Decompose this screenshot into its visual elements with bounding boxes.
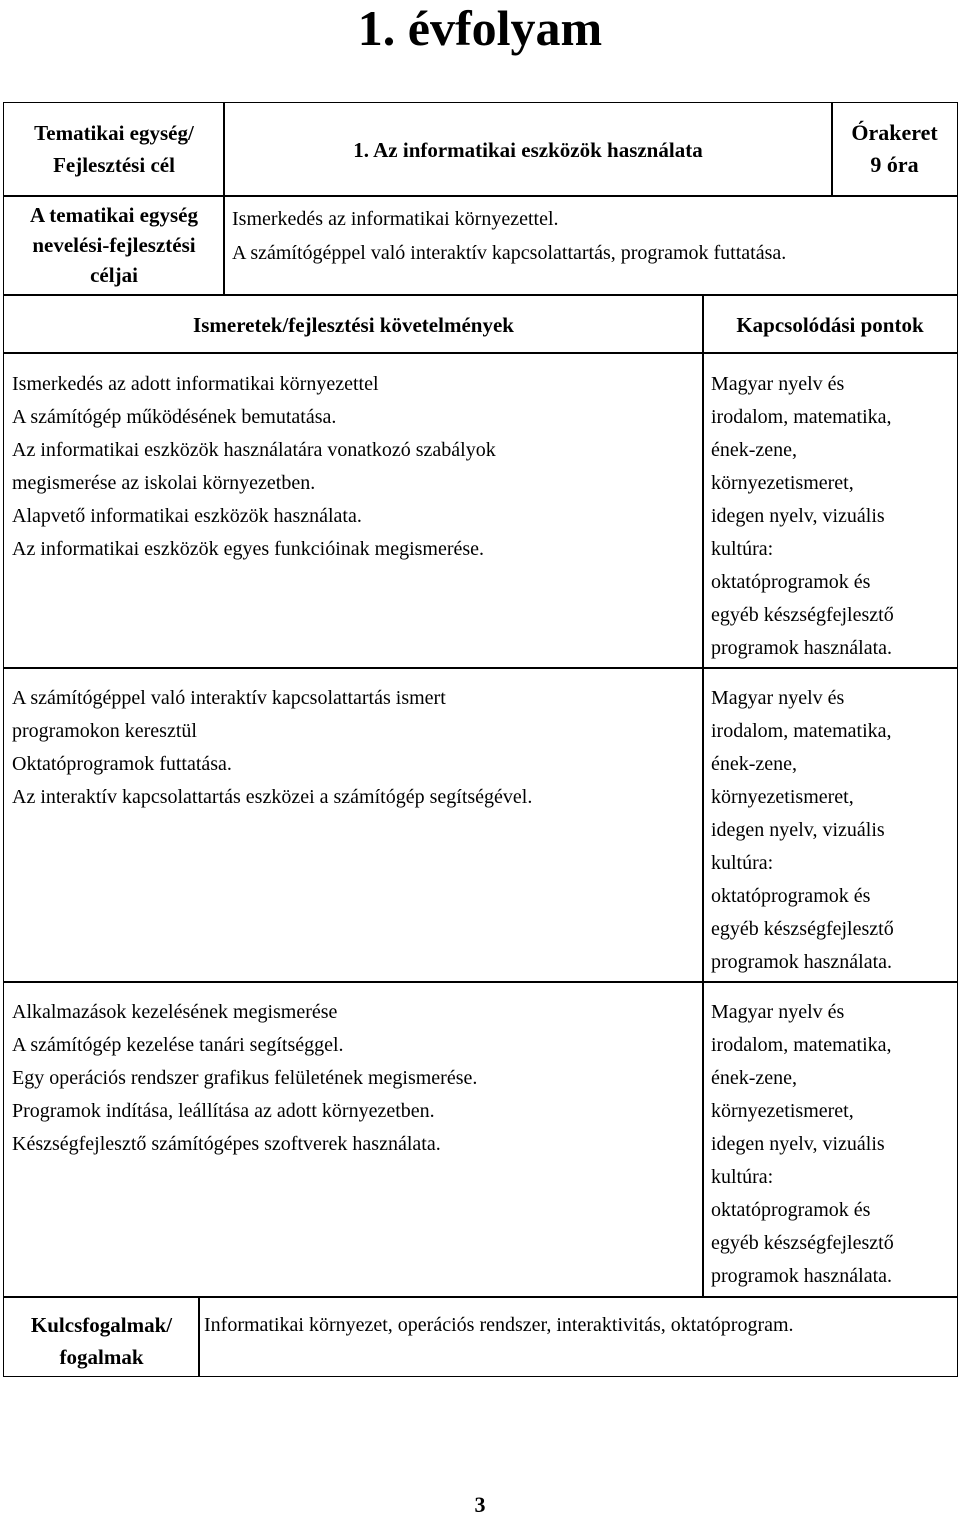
connection-item: oktatóprogramok és bbox=[711, 885, 871, 907]
requirement-item: Alapvető informatikai eszközök használata. bbox=[12, 505, 362, 527]
connection-item: környezetismeret, bbox=[711, 472, 854, 494]
requirement-item: Ismerkedés az adott informatikai környezettel bbox=[12, 373, 379, 395]
connection-item: ének-zene, bbox=[711, 439, 798, 461]
connection-item: programok használata. bbox=[711, 637, 893, 659]
connection-item: egyéb készségfejlesztő bbox=[711, 1232, 894, 1254]
connection-item: oktatóprogramok és bbox=[711, 571, 871, 593]
connection-item: környezetismeret, bbox=[711, 1100, 854, 1122]
hours-value: 9 óra bbox=[870, 152, 919, 177]
keywords-label-line1: Kulcsfogalmak/ bbox=[30, 1313, 173, 1337]
requirement-item: Alkalmazások kezelésének megismerése bbox=[12, 1001, 338, 1023]
goals-line2: A számítógéppel való interaktív kapcsolattartás, programok futtatása. bbox=[232, 242, 787, 264]
goals-label-cell bbox=[3, 195, 225, 296]
goals-line1: Ismerkedés az informatikai környezettel. bbox=[232, 208, 559, 230]
goals-label-line2: nevelési-fejlesztési bbox=[32, 233, 196, 257]
connection-item: oktatóprogramok és bbox=[711, 1199, 871, 1221]
requirements-cell-1 bbox=[3, 352, 704, 669]
keywords-label-cell bbox=[3, 1296, 200, 1377]
thematic-unit-label-line1: Tematikai egység/ bbox=[34, 121, 194, 145]
requirement-item: A számítógép kezelése tanári segítséggel. bbox=[12, 1034, 344, 1056]
goals-text-cell bbox=[223, 195, 958, 296]
connection-item: Magyar nyelv és bbox=[711, 1001, 845, 1023]
connections-cell-1 bbox=[702, 352, 958, 669]
hours-label: Órakeret bbox=[851, 120, 938, 145]
keywords-label-line2: fogalmak bbox=[59, 1345, 144, 1369]
connection-item: programok használata. bbox=[711, 1265, 893, 1287]
requirement-item: Egy operációs rendszer grafikus felületének megismerése. bbox=[12, 1067, 478, 1089]
connections-header: Kapcsolódási pontok bbox=[736, 313, 924, 337]
connection-item: ének-zene, bbox=[711, 753, 798, 775]
page-number: 3 bbox=[474, 1492, 486, 1517]
connection-item: kultúra: bbox=[711, 538, 774, 560]
page-title: 1. évfolyam bbox=[357, 0, 603, 56]
keywords-text-cell bbox=[198, 1296, 958, 1377]
connection-item: ének-zene, bbox=[711, 1067, 798, 1089]
connection-item: kultúra: bbox=[711, 1166, 774, 1188]
requirements-header-cell bbox=[3, 294, 704, 354]
connection-item: környezetismeret, bbox=[711, 786, 854, 808]
connection-item: idegen nyelv, vizuális bbox=[711, 505, 885, 527]
requirement-item: megismerése az iskolai környezetben. bbox=[12, 472, 316, 494]
requirements-cell-3 bbox=[3, 981, 704, 1298]
goals-label-line3: céljai bbox=[90, 263, 138, 287]
thematic-unit-label-line2: Fejlesztési cél bbox=[53, 153, 175, 177]
hours-cell bbox=[831, 102, 958, 197]
requirement-item: A számítógép működésének bemutatása. bbox=[12, 406, 337, 428]
connection-item: egyéb készségfejlesztő bbox=[711, 918, 894, 940]
connection-item: programok használata. bbox=[711, 951, 893, 973]
connection-item: irodalom, matematika, bbox=[711, 1034, 892, 1056]
connection-item: kultúra: bbox=[711, 852, 774, 874]
connection-item: Magyar nyelv és bbox=[711, 373, 845, 395]
requirements-header: Ismeretek/fejlesztési követelmények bbox=[193, 313, 514, 337]
connection-item: irodalom, matematika, bbox=[711, 406, 892, 428]
requirement-item: programokon keresztül bbox=[12, 720, 197, 742]
connection-item: Magyar nyelv és bbox=[711, 687, 845, 709]
unit-title: 1. Az informatikai eszközök használata bbox=[353, 138, 703, 162]
requirement-item: Oktatóprogramok futtatása. bbox=[12, 753, 232, 775]
requirement-item: Készségfejlesztő számítógépes szoftverek használata. bbox=[12, 1133, 441, 1155]
requirement-item: Az informatikai eszközök használatára vonatkozó szabályok bbox=[12, 439, 496, 461]
thematic-unit-label-cell bbox=[3, 102, 225, 197]
connections-cell-3 bbox=[702, 981, 958, 1298]
connections-header-cell bbox=[702, 294, 958, 354]
goals-label-line1: A tematikai egység bbox=[30, 203, 198, 227]
unit-title-cell bbox=[223, 102, 833, 197]
connection-item: egyéb készségfejlesztő bbox=[711, 604, 894, 626]
requirement-item: A számítógéppel való interaktív kapcsolattartás ismert bbox=[12, 687, 446, 709]
requirement-item: Az interaktív kapcsolattartás eszközei a számítógép segítségével. bbox=[12, 786, 533, 808]
connection-item: idegen nyelv, vizuális bbox=[711, 819, 885, 841]
connection-item: irodalom, matematika, bbox=[711, 720, 892, 742]
requirement-item: Az informatikai eszközök egyes funkcióinak megismerése. bbox=[12, 538, 485, 560]
connection-item: idegen nyelv, vizuális bbox=[711, 1133, 885, 1155]
requirement-item: Programok indítása, leállítása az adott környezetben. bbox=[12, 1100, 435, 1122]
keywords-text: Informatikai környezet, operációs rendszer, interaktivitás, oktatóprogram. bbox=[204, 1314, 794, 1336]
connections-cell-2 bbox=[702, 667, 958, 983]
requirements-cell-2 bbox=[3, 667, 704, 983]
